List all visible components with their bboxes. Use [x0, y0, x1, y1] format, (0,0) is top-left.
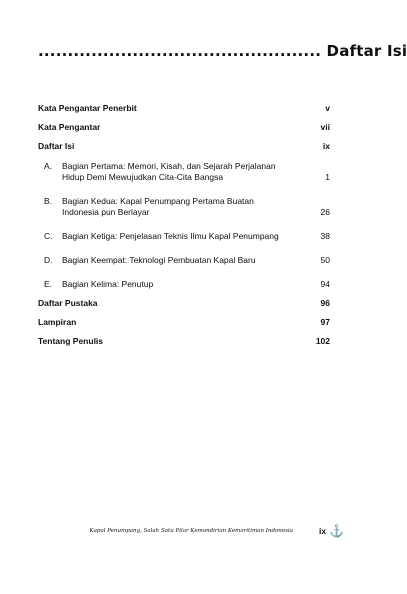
toc-entry-page: 94: [320, 279, 330, 289]
anchor-icon: ⚓: [329, 524, 344, 538]
toc-entry-label: Lampiran: [38, 317, 77, 327]
toc-entry-letter: C.: [44, 231, 53, 241]
toc-entry-label: Daftar Isi: [38, 141, 75, 151]
toc-entry-daftar-pustaka[interactable]: [38, 298, 330, 309]
toc-entry-letter: E.: [44, 279, 53, 289]
toc-entry-bagian-pertama[interactable]: [38, 161, 330, 183]
toc-entry-label: Bagian Kelima: Penutup: [62, 279, 154, 289]
toc-entry-kata-pengantar-penerbit[interactable]: [38, 103, 330, 114]
footer-page-number: ix: [318, 526, 327, 536]
toc-entry-page: 97: [320, 317, 330, 327]
toc-entry-page: 26: [320, 207, 330, 217]
toc-entry-bagian-kelima[interactable]: [38, 279, 330, 290]
toc-entry-page: 38: [320, 231, 330, 241]
toc-entry-page: 1: [325, 172, 330, 182]
toc-entry-label: Kata Pengantar: [38, 122, 101, 132]
toc-entry-tentang-penulis[interactable]: [38, 336, 330, 347]
toc-entry-bagian-kedua[interactable]: [38, 196, 330, 218]
toc-entry-letter: B.: [44, 196, 53, 206]
toc-entry-bagian-keempat[interactable]: [38, 255, 330, 266]
toc-entry-page: 50: [320, 255, 330, 265]
toc-entry-daftar-isi[interactable]: [38, 141, 330, 152]
toc-entry-page: vii: [320, 122, 330, 132]
toc-entry-page: 96: [320, 298, 330, 308]
toc-entry-label: Bagian Kedua: Kapal Penumpang Pertama Buatan Indonesia pun Berlayar: [62, 196, 254, 217]
toc-entry-letter: D.: [44, 255, 53, 265]
toc-entry-label: Tentang Penulis: [38, 336, 104, 346]
footer-caption: Kapal Penumpang, Salah Satu Pilar Kemandirian Kemaritiman Indonesia: [89, 528, 293, 534]
toc-entry-label: Kata Pengantar Penerbit: [38, 103, 137, 113]
toc-entry-label: Bagian Ketiga: Penjelasan Teknis Ilmu Kapal Penumpang: [62, 231, 279, 241]
page-footer: [38, 526, 344, 536]
toc-entry-bagian-ketiga[interactable]: [38, 231, 330, 242]
toc-entry-kata-pengantar[interactable]: [38, 122, 330, 133]
toc-entry-page: ix: [322, 141, 330, 151]
toc-entry-lampiran[interactable]: [38, 317, 330, 328]
toc-entry-page: v: [325, 103, 330, 113]
toc-entry-label: Daftar Pustaka: [38, 298, 98, 308]
page-title: ................................................ Daftar Isi: [38, 42, 407, 60]
toc-entry-label: Bagian Pertama: Memori, Kisah, dan Sejarah Perjalanan Hidup Demi Mewujudkan Cita-Cita Bangsa: [62, 161, 276, 182]
toc-entry-label: Bagian Keempat: Teknologi Pembuatan Kapal Baru: [62, 255, 256, 265]
table-of-contents: [38, 103, 330, 347]
toc-entry-letter: A.: [44, 161, 53, 171]
toc-entry-page: 102: [315, 336, 330, 346]
